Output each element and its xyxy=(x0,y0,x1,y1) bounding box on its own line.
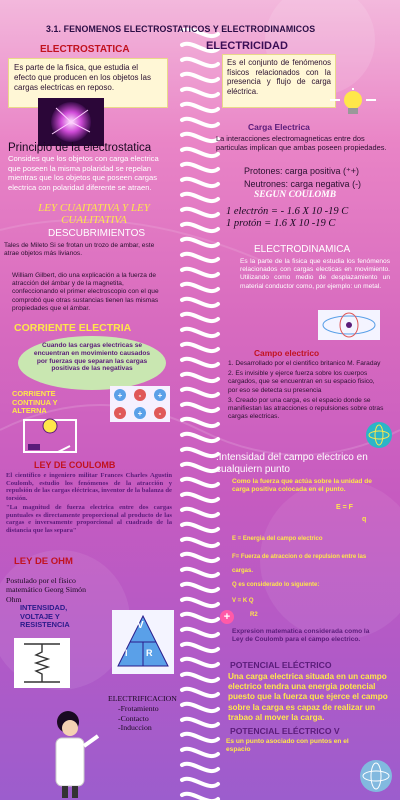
spiral-coil xyxy=(182,734,218,741)
spiral-coil xyxy=(182,284,218,291)
spiral-coil xyxy=(182,614,218,621)
intensidad-formula xyxy=(336,504,353,511)
spiral-coil xyxy=(182,749,218,756)
ohm-circuit-image xyxy=(14,638,70,688)
campo-list xyxy=(228,360,384,421)
potencial-v-text: Es un punto asociado con puntos en el espacio xyxy=(226,738,349,754)
spiral-coil xyxy=(182,359,218,366)
principio-heading: Principio de la electrostatica xyxy=(8,142,152,154)
ohm-triangle-left: I xyxy=(125,648,128,658)
intensidad-formula2-den: R2 xyxy=(250,612,258,618)
corriente-heading: CORRIENTE ELECTRIA xyxy=(14,322,132,334)
coulomb-heading: LEY DE COULOMB xyxy=(34,460,116,470)
plasma-ball-image xyxy=(38,98,104,146)
intensidad-def-q: Q es considerado lo siguiente: xyxy=(232,582,320,588)
ohm-triangle-top: V xyxy=(137,620,144,631)
carga-neutrones: Neutrones: carga negativa (-) xyxy=(244,179,362,189)
spiral-coil xyxy=(182,149,218,156)
electricidad-text: Es el conjunto de fenómenos físicos relacionados con la presencia y flujo de carga eléctrica. xyxy=(222,54,336,108)
spiral-coil xyxy=(182,524,218,531)
spiral-coil xyxy=(182,254,218,261)
spiral-coil xyxy=(182,89,218,96)
svg-text:+: + xyxy=(117,391,123,400)
campo-item: 2. Es invisible y ejerce fuerza sobre los cuerpos cargados, que se encuentran en su espacio fisico, por eso se detecta su presencia xyxy=(228,370,375,394)
spiral-coil xyxy=(182,119,218,126)
electrificacion-heading: ELECTRIFICACION xyxy=(108,694,177,703)
spiral-coil xyxy=(182,644,218,651)
carga-proton: 1 protón = 1.6 X 10 -19 C xyxy=(226,218,336,229)
intensidad-expresion: Expresion matematica considerada como la Ley de Coulomb para el campo electrico. xyxy=(232,628,370,644)
formula-denominator: q xyxy=(362,516,367,523)
spiral-coil xyxy=(182,434,218,441)
spiral-coil xyxy=(182,314,218,321)
coulomb-quote: "La magnitud de fuerza electrica entre dos cargas puntuales es directamente proporcional al producto de las cargas e inversamente proporcional al cuadrado de la distancia que las separa" xyxy=(6,504,172,534)
spiral-coil xyxy=(182,779,218,786)
spiral-coil xyxy=(182,374,218,381)
intensidad-heading: .Intensidad del campo electrico en cualquiern punto xyxy=(216,452,368,475)
svg-text:-: - xyxy=(118,409,122,418)
electricidad-heading: ELECTRICIDAD xyxy=(206,40,288,52)
plus-icon: + xyxy=(220,610,234,624)
principio-text: Consides que los objetos con carga electrica que poseen la misma polaridad se repelan mientras que los objetos que poseen cargas electrica con polaridad diferente se atraen. xyxy=(8,154,159,192)
svg-text:+: + xyxy=(157,391,163,400)
spiral-coil xyxy=(182,344,218,351)
intensidad-def-e: E = Energia del campo electrico xyxy=(232,536,323,542)
ohm-triangle-label: INTENSIDAD, VOLTAJE Y RESISTENCIA xyxy=(20,603,70,630)
spiral-coil xyxy=(182,419,218,426)
electrostatica-text: Es parte de la fisica, que estudia el efecto que producen en los objetos las cargas electricas en reposo. xyxy=(8,58,168,108)
spiral-coil xyxy=(182,224,218,231)
intensidad-intro: Como la fuerza que actúa sobre la unidad de carga positiva colocada en el punto. xyxy=(232,478,372,494)
spiral-coil xyxy=(182,464,218,471)
spiral-coil xyxy=(182,599,218,606)
ohm-triangle-right: R xyxy=(146,648,153,658)
spiral-coil xyxy=(182,104,218,111)
descubrimientos-text-2: William Gilbert, dio una explicación a la fuerza de atracción del ámbar y de la magnetita, confeccionando el primer electroscopio con el que comprobó que otras sustancias tienen las mismas propiedades que el ámbar. xyxy=(12,272,159,312)
atom-icon xyxy=(364,420,394,450)
potencial-v-heading: POTENCIAL ELÉCTRICO V xyxy=(230,726,340,736)
atom-icon-bottom xyxy=(358,758,394,794)
spiral-coil xyxy=(182,794,218,800)
spiral-coil xyxy=(182,209,218,216)
spiral-coil xyxy=(182,479,218,486)
formula-left: E = xyxy=(336,504,347,511)
charges-image xyxy=(110,386,170,422)
spiral-coil xyxy=(182,59,218,66)
spiral-coil xyxy=(182,269,218,276)
formula-numerator: F xyxy=(348,504,353,511)
svg-text:-: - xyxy=(138,391,142,400)
spiral-coil xyxy=(182,179,218,186)
spiral-coil xyxy=(182,494,218,501)
spiral-coil xyxy=(182,509,218,516)
spiral-coil xyxy=(182,764,218,771)
potencial-heading: POTENCIAL ELÉCTRICO xyxy=(230,660,332,670)
spiral-coil xyxy=(182,134,218,141)
spiral-coil xyxy=(182,584,218,591)
spiral-coil xyxy=(182,674,218,681)
ley-cualitativa-heading: LEY CUAITATIVA Y LEY CUALITATIVA xyxy=(38,202,150,226)
campo-item: 3. Creado por una carga, es el espacio donde se manifiestan las atracciones o repulsiones sobre otras cargas electricas. xyxy=(228,396,384,421)
scientist-illustration xyxy=(42,706,102,800)
spiral-coil xyxy=(182,659,218,666)
spiral-coil xyxy=(182,194,218,201)
spiral-coil xyxy=(182,74,218,81)
spiral-coil xyxy=(182,704,218,711)
potencial-text: Una carga electrica situada en un campo electrico tendra una energia potencial puesto que la fuerza que ejerce el campo sobre la carga es capaz de realizar un trabao al mover la carga. xyxy=(228,672,388,722)
electrodinamica-image xyxy=(318,310,380,340)
electrodinamica-text: Es la parte de la fisica que estudia los fenómenos relacionados con cargas electicas en movimiento. Utilizando como medio de desplazamiento un material conductor como, por ejemplo: un metal. xyxy=(240,258,390,290)
electrificacion-item: -Frotamiento xyxy=(118,704,159,713)
corriente-continua-label: CORRIENTE CONTINUA Y ALTERNA xyxy=(12,389,58,416)
carga-text: La interacciones electromagneticas entre dos particulas implican que ambas poseen propiedades. xyxy=(216,134,387,153)
electrostatica-heading: ELECTROSTATICA xyxy=(40,44,130,55)
ohm-heading: LEY DE OHM xyxy=(14,556,73,567)
electrificacion-list xyxy=(118,704,159,733)
spiral-coil xyxy=(182,329,218,336)
coulomb-text: El científico e ingeniero militar Frances Charles Agustin Coulomb, estudio los fenómenos de la atracción y repulsión de las cargas eléctricas, inventor de la balanza de torsión. xyxy=(6,472,172,502)
electrodinamica-heading: ELECTRODINAMICA xyxy=(254,244,351,255)
spiral-coil xyxy=(182,719,218,726)
descubrimientos-heading: DESCUBRIMIENTOS xyxy=(48,228,146,239)
carga-coulomb-unit: SEGUN COULOMB xyxy=(254,190,337,200)
electrificacion-item: -Induccion xyxy=(118,723,152,733)
spiral-coil xyxy=(182,404,218,411)
svg-text:+: + xyxy=(137,409,143,418)
page-title: 3.1. FENOMENOS ELECTROSTATICOS Y ELECTRODINAMICOS xyxy=(46,24,316,34)
spiral-coil xyxy=(182,239,218,246)
lightbulb-image xyxy=(326,88,380,118)
svg-text:-: - xyxy=(158,409,162,418)
carga-heading: Carga Electrica xyxy=(248,122,310,132)
intensidad-formula2: V = K Q xyxy=(232,598,254,604)
spiral-coil xyxy=(182,164,218,171)
campo-heading: Campo electrico xyxy=(254,348,320,358)
spiral-coil xyxy=(182,569,218,576)
intensidad-def-f: F= Fuerza de atraccion o de repulsion entre las cargas. xyxy=(232,554,367,574)
spiral-coil xyxy=(182,629,218,636)
spiral-coil xyxy=(182,449,218,456)
circuit-image xyxy=(18,414,82,458)
spiral-coil xyxy=(182,539,218,546)
spiral-coil xyxy=(182,389,218,396)
carga-electron: 1 electrón = - 1.6 X 10 -19 C xyxy=(226,206,349,217)
descubrimientos-text-1: Tales de Mileto Si se frotan un trozo de ambar, este atrae objetos más livianos. xyxy=(4,242,155,258)
campo-item: 1. Desarrollado por el cientifico britanico M. Faraday xyxy=(228,360,381,367)
carga-protones: Protones: carga positiva (⁺+) xyxy=(244,166,360,176)
spiral-coil xyxy=(182,299,218,306)
electrificacion-item: -Contacto xyxy=(118,713,149,723)
spiral-coil xyxy=(182,689,218,696)
spiral-coil xyxy=(182,554,218,561)
ohm-text: Postulado por el físico matemático Georg Simón Ohm xyxy=(6,576,86,604)
corriente-bubble-text: Cuando las cargas electricas se encuentran en movimiento causados por fuerzas que separan las cargas positivas de las negativas xyxy=(33,342,151,373)
